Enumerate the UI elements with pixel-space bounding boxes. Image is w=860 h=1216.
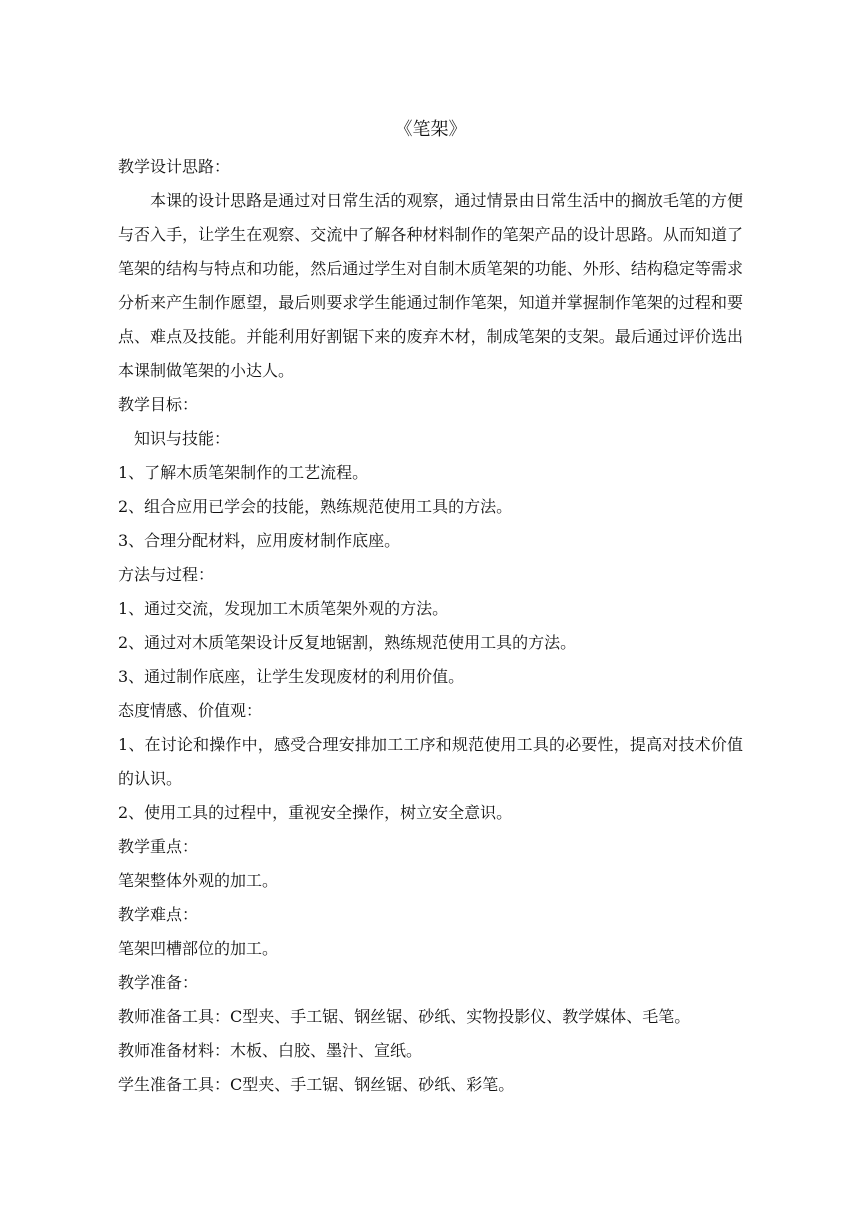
- knowledge-item: 3、合理分配材料，应用废材制作底座。: [118, 531, 401, 550]
- difficulty-heading: 教学难点：: [118, 905, 199, 924]
- knowledge-item: 2、组合应用已学会的技能，熟练规范使用工具的方法。: [118, 497, 513, 516]
- key-heading: 教学重点：: [118, 837, 199, 856]
- document-title: 《笔架》: [394, 119, 467, 140]
- design-paragraph: 本课的设计思路是通过对日常生活的观察，通过情景由日常生活中的搁放毛笔的方便与否入手，让学生在观察、交流中了解各种材料制作的笔架产品的设计思路。从而知道了笔架的结构与特点和功能，然后通过学生对自制木质笔架的功能、外形、结构稳定等需求分析来产生制作愿望，最后则要求学生能通过制作笔架，知道并掌握制作笔架的过程和要点、难点及技能。并能利用好割锯下来的废弃木材，制成笔架的支架。最后通过评价选出本课制做笔架的小达人。: [118, 191, 743, 380]
- method-item: 2、通过对木质笔架设计反复地锯割，熟练规范使用工具的方法。: [118, 633, 577, 652]
- attitude-item: 2、使用工具的过程中，重视安全操作，树立安全意识。: [118, 803, 513, 822]
- design-heading: 教学设计思路：: [118, 157, 231, 176]
- attitude-heading: 态度情感、价值观：: [118, 701, 263, 720]
- method-item: 1、通过交流，发现加工木质笔架外观的方法。: [118, 599, 449, 618]
- knowledge-item: 1、了解木质笔架制作的工艺流程。: [118, 463, 369, 482]
- key-text: 笔架整体外观的加工。: [118, 871, 279, 890]
- prep-heading: 教学准备：: [118, 973, 199, 992]
- prep-item: 学生准备工具：C型夹、手工锯、钢丝锯、砂纸、彩笔。: [118, 1075, 515, 1094]
- attitude-item: 1、在讨论和操作中，感受合理安排加工工序和规范使用工具的必要性，提高对技术价值的认识。: [118, 735, 743, 788]
- difficulty-text: 笔架凹槽部位的加工。: [118, 939, 279, 958]
- method-heading: 方法与过程：: [118, 565, 215, 584]
- goals-heading: 教学目标：: [118, 395, 199, 414]
- knowledge-heading: 知识与技能：: [134, 429, 231, 448]
- method-item: 3、通过制作底座，让学生发现废材的利用价值。: [118, 667, 465, 686]
- prep-item: 教师准备工具：C型夹、手工锯、钢丝锯、砂纸、实物投影仪、教学媒体、毛笔。: [118, 1007, 691, 1026]
- prep-item: 教师准备材料：木板、白胶、墨汁、宣纸。: [118, 1041, 423, 1060]
- document-page: [118, 110, 743, 1102]
